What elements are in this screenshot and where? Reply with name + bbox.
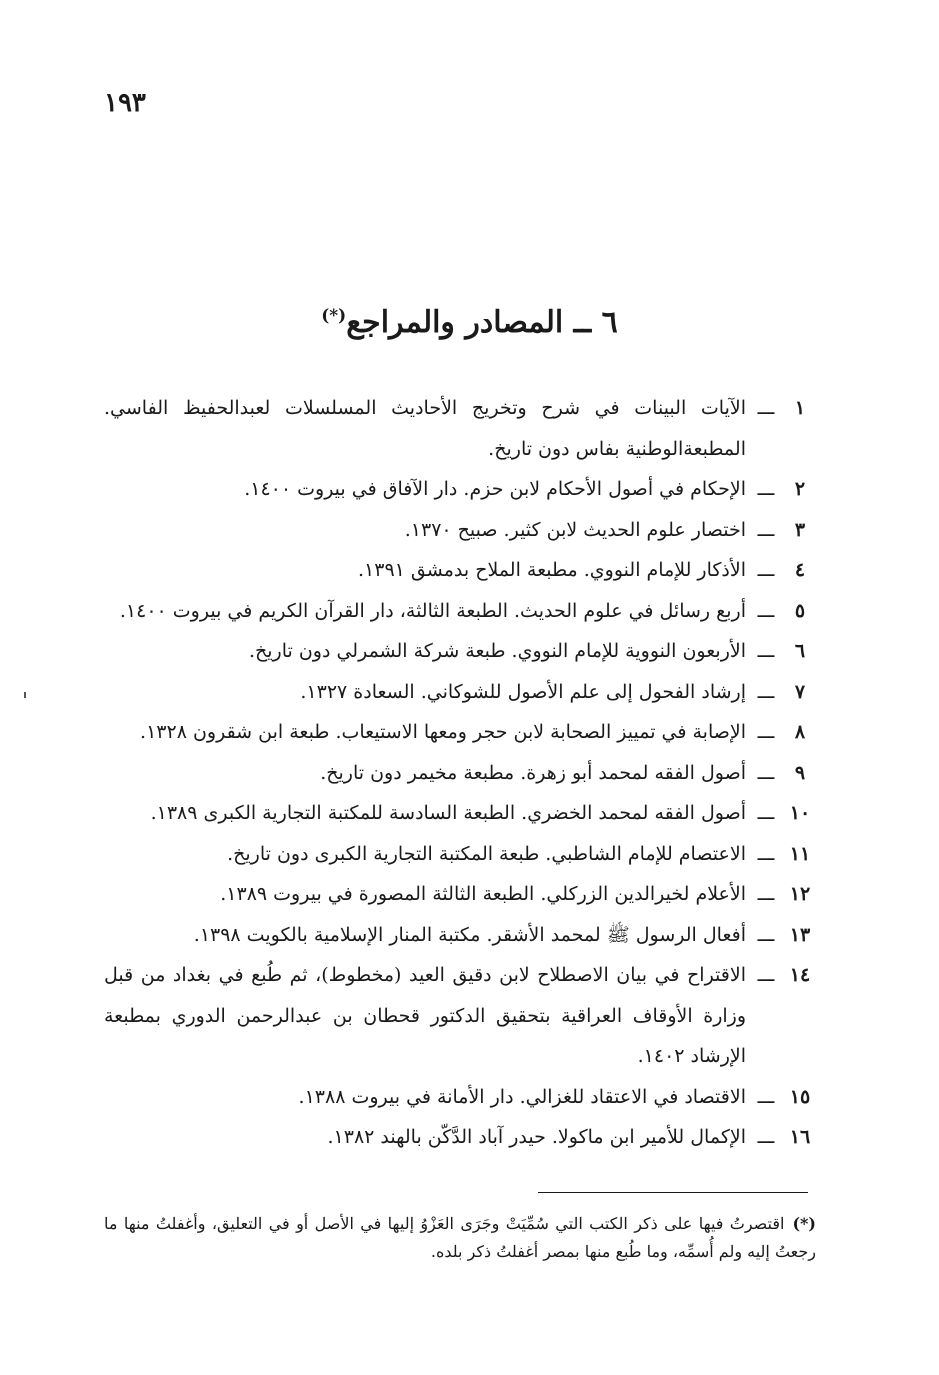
reference-item (104, 753, 816, 794)
reference-item (104, 1117, 816, 1158)
reference-text: الآيات البينات في شرح وتخريج الأحاديث المسلسلات لعبدالحفيظ الفاسي. المطبعةالوطنية بفاس دون تاريخ. (104, 397, 746, 460)
reference-number: ٣ (794, 518, 806, 541)
reference-dash: ـــ (757, 802, 775, 824)
reference-number: ١١ (789, 842, 811, 865)
reference-item (104, 874, 816, 915)
reference-dash: ـــ (757, 964, 775, 986)
reference-item (104, 591, 816, 632)
reference-text: الأعلام لخيرالدين الزركلي. الطبعة الثالثة المصورة في بيروت ١٣٨٩. (220, 883, 746, 905)
reference-text: الاعتصام للإمام الشاطبي. طبعة المكتبة التجارية الكبرى دون تاريخ. (227, 842, 746, 865)
reference-number: ١٥ (789, 1085, 811, 1108)
footnote (104, 1210, 816, 1266)
section-title-text: ٦ ــ المصادر والمراجع (346, 305, 618, 340)
reference-dash: ـــ (757, 640, 775, 662)
reference-dash: ـــ (757, 478, 775, 500)
reference-dash: ـــ (757, 559, 775, 581)
reference-item (104, 631, 816, 672)
reference-item (104, 915, 816, 956)
reference-item (104, 510, 816, 551)
reference-dash: ـــ (757, 721, 775, 743)
footnote-mark: (*) (792, 1214, 816, 1233)
reference-dash: ـــ (757, 518, 775, 541)
reference-item (104, 834, 816, 875)
footnote-divider (538, 1192, 808, 1193)
reference-text: الإكمال للأمير ابن ماكولا. حيدر آباد الدَّكّن بالهند ١٣٨٢. (327, 1126, 746, 1148)
reference-item (104, 793, 816, 834)
reference-dash: ـــ (757, 761, 775, 784)
reference-item (104, 550, 816, 591)
reference-text: الاقتراح في بيان الاصطلاح لابن دقيق العيد (مخطوط)، ثم طُبع في بغداد من قبل وزارة الأوقاف العراقية بتحقيق الدكتور قحطان بن عبدالرحمن الدوري بمطبعة الإرشاد ١٤٠٢. (104, 964, 746, 1067)
section-title (0, 305, 939, 340)
reference-item (104, 1077, 816, 1118)
reference-number: ١٦ (789, 1126, 811, 1148)
reference-dash: ـــ (757, 1085, 775, 1108)
reference-number: ١٣ (789, 923, 811, 946)
reference-dash: ـــ (757, 397, 775, 419)
reference-text: أصول الفقه لمحمد الخضري. الطبعة السادسة للمكتبة التجارية الكبرى ١٣٨٩. (150, 802, 746, 824)
reference-number: ١ (794, 397, 806, 419)
reference-number: ١٢ (789, 883, 811, 905)
reference-item (104, 388, 816, 469)
reference-text: إرشاد الفحول إلى علم الأصول للشوكاني. السعادة ١٣٢٧. (300, 680, 746, 703)
reference-text: أفعال الرسول ﷺ لمحمد الأشقر. مكتبة المنار الإسلامية بالكويت ١٣٩٨. (193, 923, 746, 946)
reference-item (104, 672, 816, 713)
reference-dash: ـــ (757, 842, 775, 865)
reference-text: الاقتصاد في الاعتقاد للغزالي. دار الأمانة في بيروت ١٣٨٨. (298, 1085, 746, 1108)
reference-number: ٧ (794, 680, 806, 703)
reference-dash: ـــ (757, 923, 775, 946)
references-list (104, 388, 816, 1158)
reference-number: ٢ (794, 478, 806, 500)
reference-text: الإصابة في تمييز الصحابة لابن حجر ومعها الاستيعاب. طبعة ابن شقرون ١٣٢٨. (140, 721, 746, 743)
reference-dash: ـــ (757, 599, 775, 622)
reference-dash: ـــ (757, 1126, 775, 1148)
reference-text: الأذكار للإمام النووي. مطبعة الملاح بدمشق ١٣٩١. (358, 559, 746, 581)
reference-number: ٦ (794, 640, 806, 662)
reference-number: ٥ (794, 599, 806, 622)
reference-text: أصول الفقه لمحمد أبو زهرة. مطبعة مخيمر دون تاريخ. (320, 761, 746, 784)
reference-text: الإحكام في أصول الأحكام لابن حزم. دار الآفاق في بيروت ١٤٠٠. (244, 478, 746, 500)
reference-text: أربع رسائل في علوم الحديث. الطبعة الثالثة، دار القرآن الكريم في بيروت ١٤٠٠. (119, 599, 746, 622)
page-number: ١٩٣ (104, 88, 146, 118)
reference-item (104, 712, 816, 753)
reference-number: ٤ (794, 559, 806, 581)
reference-number: ٩ (794, 761, 806, 784)
reference-text: الأربعون النووية للإمام النووي. طبعة شركة الشمرلي دون تاريخ. (248, 640, 746, 662)
reference-number: ١٠ (789, 802, 811, 824)
reference-text: اختصار علوم الحديث لابن كثير. صبيح ١٣٧٠. (404, 518, 746, 541)
reference-item (104, 955, 816, 1077)
reference-number: ١٤ (789, 964, 811, 986)
reference-dash: ـــ (757, 883, 775, 905)
footnote-text: اقتصرتُ فيها على ذكر الكتب التي سُمِّيَتْ وجَرَى العَزْوُ إليها في الأصل أو في التعليق، وأغفلتُ منها ما رجعتُ إليه ولم أُسمِّه، وما طُبع منها بمصر أغفلتُ ذكر بلده. (104, 1214, 816, 1261)
reference-number: ٨ (794, 721, 806, 743)
reference-item (104, 469, 816, 510)
reference-dash: ـــ (757, 680, 775, 703)
title-footnote-mark: (*) (321, 306, 347, 326)
scan-speck (24, 692, 26, 698)
